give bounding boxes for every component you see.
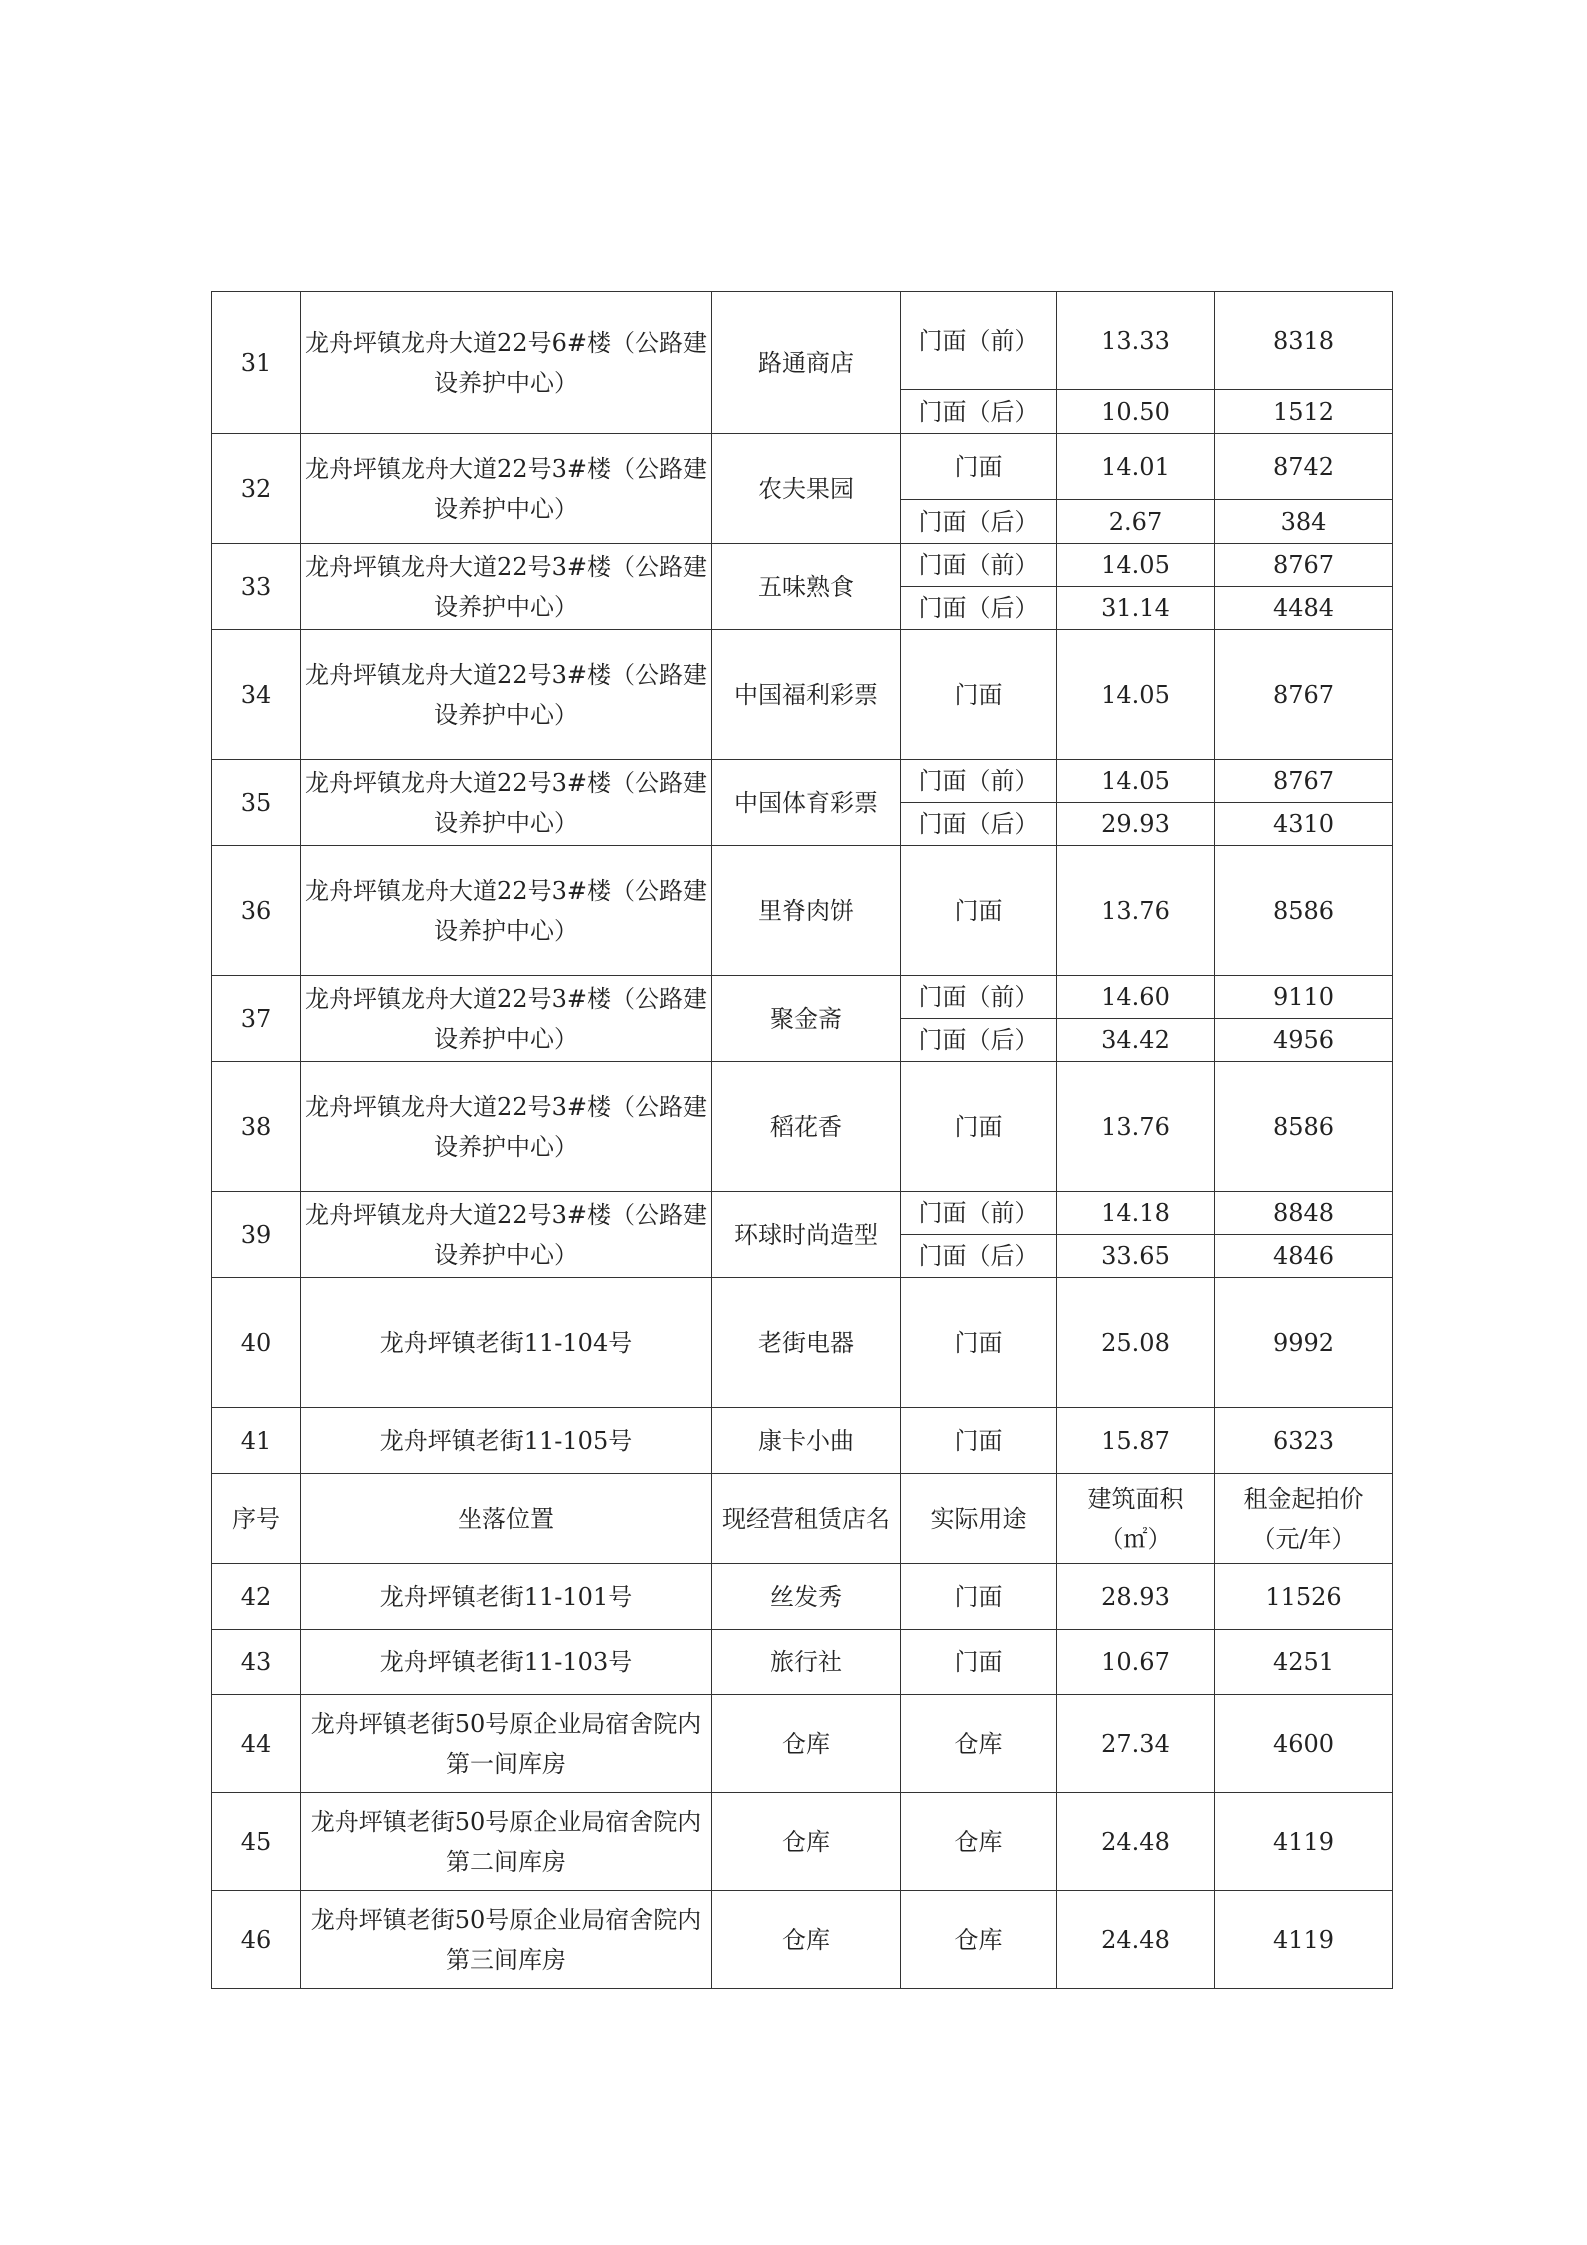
location-cell: 龙舟坪镇老街11-101号 bbox=[301, 1564, 712, 1630]
area-cell: 13.76 bbox=[1057, 846, 1215, 976]
shop-name-cell: 旅行社 bbox=[712, 1630, 901, 1695]
use-cell: 门面（前） bbox=[901, 292, 1057, 390]
area-cell: 2.67 bbox=[1057, 500, 1215, 544]
shop-name-cell: 仓库 bbox=[712, 1891, 901, 1989]
price-cell: 1512 bbox=[1215, 390, 1393, 434]
location-cell: 龙舟坪镇老街50号原企业局宿舍院内第一间库房 bbox=[301, 1695, 712, 1793]
seq-cell: 46 bbox=[212, 1891, 301, 1989]
price-cell: 4600 bbox=[1215, 1695, 1393, 1793]
use-cell: 门面 bbox=[901, 630, 1057, 760]
shop-name-cell: 五味熟食 bbox=[712, 544, 901, 630]
use-cell: 门面 bbox=[901, 1630, 1057, 1695]
area-cell: 10.67 bbox=[1057, 1630, 1215, 1695]
use-cell: 仓库 bbox=[901, 1891, 1057, 1989]
area-cell: 14.05 bbox=[1057, 630, 1215, 760]
table-row bbox=[212, 846, 1393, 976]
shop-name-cell: 里脊肉饼 bbox=[712, 846, 901, 976]
seq-cell: 34 bbox=[212, 630, 301, 760]
area-cell: 13.33 bbox=[1057, 292, 1215, 390]
table-header-row bbox=[212, 1474, 1393, 1564]
price-cell: 8767 bbox=[1215, 630, 1393, 760]
seq-cell: 45 bbox=[212, 1793, 301, 1891]
use-cell: 门面（前） bbox=[901, 1192, 1057, 1235]
location-cell: 龙舟坪镇龙舟大道22号6#楼（公路建设养护中心） bbox=[301, 292, 712, 434]
location-cell: 龙舟坪镇老街11-104号 bbox=[301, 1278, 712, 1408]
area-cell: 25.08 bbox=[1057, 1278, 1215, 1408]
location-cell: 龙舟坪镇龙舟大道22号3#楼（公路建设养护中心） bbox=[301, 1192, 712, 1278]
shop-name-cell: 环球时尚造型 bbox=[712, 1192, 901, 1278]
location-cell: 龙舟坪镇老街11-103号 bbox=[301, 1630, 712, 1695]
header-area: 建筑面积（㎡） bbox=[1057, 1474, 1215, 1564]
seq-cell: 33 bbox=[212, 544, 301, 630]
seq-cell: 40 bbox=[212, 1278, 301, 1408]
price-cell: 4310 bbox=[1215, 803, 1393, 846]
price-cell: 384 bbox=[1215, 500, 1393, 544]
header-shop: 现经营租赁店名 bbox=[712, 1474, 901, 1564]
table-row bbox=[212, 1062, 1393, 1192]
price-cell: 8586 bbox=[1215, 846, 1393, 976]
table-row bbox=[212, 1891, 1393, 1989]
area-cell: 13.76 bbox=[1057, 1062, 1215, 1192]
area-cell: 29.93 bbox=[1057, 803, 1215, 846]
use-cell: 门面（后） bbox=[901, 500, 1057, 544]
header-use: 实际用途 bbox=[901, 1474, 1057, 1564]
shop-name-cell: 仓库 bbox=[712, 1793, 901, 1891]
price-cell: 4119 bbox=[1215, 1891, 1393, 1989]
table-row bbox=[212, 976, 1393, 1019]
use-cell: 门面 bbox=[901, 1408, 1057, 1474]
area-cell: 31.14 bbox=[1057, 587, 1215, 630]
shop-name-cell: 老街电器 bbox=[712, 1278, 901, 1408]
location-cell: 龙舟坪镇龙舟大道22号3#楼（公路建设养护中心） bbox=[301, 846, 712, 976]
use-cell: 门面（前） bbox=[901, 976, 1057, 1019]
use-cell: 门面（后） bbox=[901, 1235, 1057, 1278]
location-cell: 龙舟坪镇龙舟大道22号3#楼（公路建设养护中心） bbox=[301, 1062, 712, 1192]
table-row bbox=[212, 760, 1393, 803]
price-cell: 8848 bbox=[1215, 1192, 1393, 1235]
header-seq: 序号 bbox=[212, 1474, 301, 1564]
use-cell: 门面 bbox=[901, 1278, 1057, 1408]
table-row bbox=[212, 1630, 1393, 1695]
use-cell: 门面 bbox=[901, 434, 1057, 500]
table-row bbox=[212, 1278, 1393, 1408]
table-row bbox=[212, 1793, 1393, 1891]
location-cell: 龙舟坪镇老街50号原企业局宿舍院内第三间库房 bbox=[301, 1891, 712, 1989]
price-cell: 4484 bbox=[1215, 587, 1393, 630]
use-cell: 仓库 bbox=[901, 1793, 1057, 1891]
seq-cell: 39 bbox=[212, 1192, 301, 1278]
area-cell: 33.65 bbox=[1057, 1235, 1215, 1278]
area-cell: 14.05 bbox=[1057, 544, 1215, 587]
location-cell: 龙舟坪镇龙舟大道22号3#楼（公路建设养护中心） bbox=[301, 760, 712, 846]
seq-cell: 35 bbox=[212, 760, 301, 846]
price-cell: 9992 bbox=[1215, 1278, 1393, 1408]
seq-cell: 32 bbox=[212, 434, 301, 544]
use-cell: 门面 bbox=[901, 1564, 1057, 1630]
location-cell: 龙舟坪镇龙舟大道22号3#楼（公路建设养护中心） bbox=[301, 630, 712, 760]
table-row bbox=[212, 1695, 1393, 1793]
table-row bbox=[212, 630, 1393, 760]
use-cell: 门面（后） bbox=[901, 803, 1057, 846]
seq-cell: 36 bbox=[212, 846, 301, 976]
price-cell: 8742 bbox=[1215, 434, 1393, 500]
shop-name-cell: 丝发秀 bbox=[712, 1564, 901, 1630]
location-cell: 龙舟坪镇老街50号原企业局宿舍院内第二间库房 bbox=[301, 1793, 712, 1891]
seq-cell: 38 bbox=[212, 1062, 301, 1192]
location-cell: 龙舟坪镇龙舟大道22号3#楼（公路建设养护中心） bbox=[301, 544, 712, 630]
shop-name-cell: 农夫果园 bbox=[712, 434, 901, 544]
shop-name-cell: 稻花香 bbox=[712, 1062, 901, 1192]
location-cell: 龙舟坪镇老街11-105号 bbox=[301, 1408, 712, 1474]
use-cell: 门面（前） bbox=[901, 760, 1057, 803]
price-cell: 4846 bbox=[1215, 1235, 1393, 1278]
use-cell: 门面 bbox=[901, 1062, 1057, 1192]
price-cell: 4956 bbox=[1215, 1019, 1393, 1062]
area-cell: 14.60 bbox=[1057, 976, 1215, 1019]
area-cell: 34.42 bbox=[1057, 1019, 1215, 1062]
seq-cell: 44 bbox=[212, 1695, 301, 1793]
shop-name-cell: 中国体育彩票 bbox=[712, 760, 901, 846]
price-cell: 11526 bbox=[1215, 1564, 1393, 1630]
header-location: 坐落位置 bbox=[301, 1474, 712, 1564]
use-cell: 门面 bbox=[901, 846, 1057, 976]
area-cell: 27.34 bbox=[1057, 1695, 1215, 1793]
price-cell: 4119 bbox=[1215, 1793, 1393, 1891]
header-price: 租金起拍价（元/年） bbox=[1215, 1474, 1393, 1564]
price-cell: 4251 bbox=[1215, 1630, 1393, 1695]
area-cell: 15.87 bbox=[1057, 1408, 1215, 1474]
location-cell: 龙舟坪镇龙舟大道22号3#楼（公路建设养护中心） bbox=[301, 434, 712, 544]
area-cell: 14.18 bbox=[1057, 1192, 1215, 1235]
seq-cell: 37 bbox=[212, 976, 301, 1062]
use-cell: 门面（后） bbox=[901, 1019, 1057, 1062]
price-cell: 8586 bbox=[1215, 1062, 1393, 1192]
area-cell: 24.48 bbox=[1057, 1891, 1215, 1989]
price-cell: 8318 bbox=[1215, 292, 1393, 390]
price-cell: 8767 bbox=[1215, 544, 1393, 587]
area-cell: 14.01 bbox=[1057, 434, 1215, 500]
seq-cell: 42 bbox=[212, 1564, 301, 1630]
shop-name-cell: 聚金斋 bbox=[712, 976, 901, 1062]
area-cell: 24.48 bbox=[1057, 1793, 1215, 1891]
price-cell: 9110 bbox=[1215, 976, 1393, 1019]
price-cell: 6323 bbox=[1215, 1408, 1393, 1474]
seq-cell: 41 bbox=[212, 1408, 301, 1474]
location-cell: 龙舟坪镇龙舟大道22号3#楼（公路建设养护中心） bbox=[301, 976, 712, 1062]
shop-name-cell: 路通商店 bbox=[712, 292, 901, 434]
use-cell: 门面（前） bbox=[901, 544, 1057, 587]
lease-table-body bbox=[212, 292, 1393, 1989]
use-cell: 门面（后） bbox=[901, 587, 1057, 630]
shop-name-cell: 仓库 bbox=[712, 1695, 901, 1793]
seq-cell: 43 bbox=[212, 1630, 301, 1695]
area-cell: 28.93 bbox=[1057, 1564, 1215, 1630]
area-cell: 14.05 bbox=[1057, 760, 1215, 803]
use-cell: 门面（后） bbox=[901, 390, 1057, 434]
shop-name-cell: 中国福利彩票 bbox=[712, 630, 901, 760]
table-row bbox=[212, 1408, 1393, 1474]
table-row bbox=[212, 434, 1393, 500]
shop-name-cell: 康卡小曲 bbox=[712, 1408, 901, 1474]
table-row bbox=[212, 292, 1393, 390]
use-cell: 仓库 bbox=[901, 1695, 1057, 1793]
table-row bbox=[212, 1564, 1393, 1630]
price-cell: 8767 bbox=[1215, 760, 1393, 803]
seq-cell: 31 bbox=[212, 292, 301, 434]
lease-table bbox=[211, 291, 1393, 1989]
table-row bbox=[212, 1192, 1393, 1235]
table-row bbox=[212, 544, 1393, 587]
area-cell: 10.50 bbox=[1057, 390, 1215, 434]
